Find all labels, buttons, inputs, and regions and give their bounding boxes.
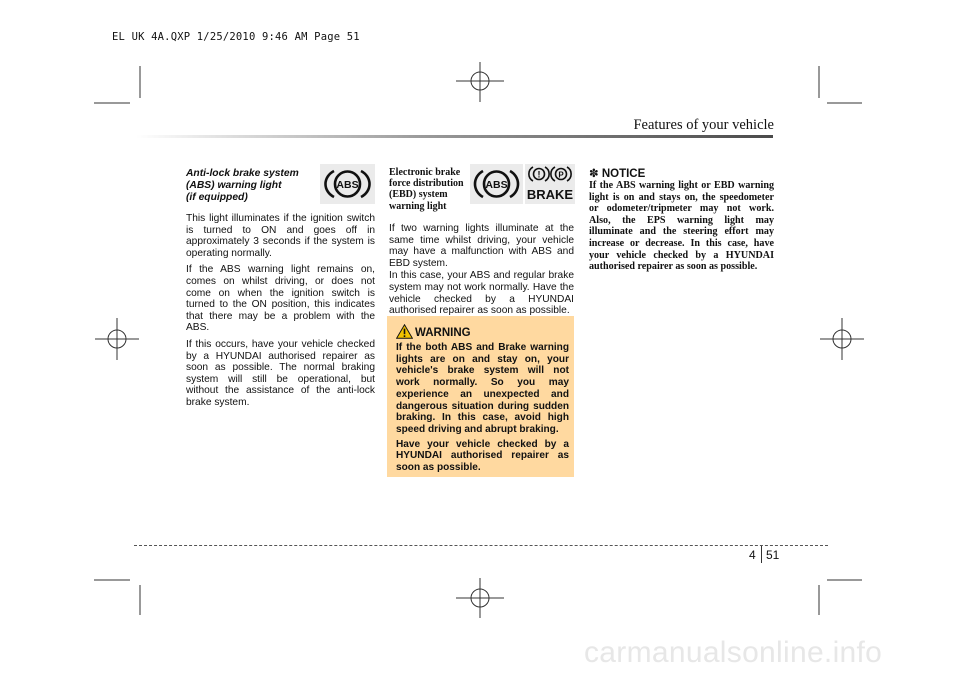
parking-brake-icon bbox=[551, 167, 571, 181]
paragraph: If this occurs, have your vehicle checked by a HYUNDAI authorised repairer as soon as possible. The normal braking system will still be operational, but without the assistance of the anti-lock brake system. bbox=[186, 338, 375, 408]
registration-mark-left bbox=[95, 318, 139, 360]
svg-text:!: ! bbox=[537, 169, 541, 180]
abs-warning-light-heading: Anti-lock brake system (ABS) warning light (if equipped) bbox=[186, 168, 299, 203]
notice-body: If the ABS warning light or EBD warning light is on and stays on, the speedometer or odometer/tripmeter may not work. Also, the EPS warning light may illuminate and the steering effort may increase or decrease. In this case, have your vehicle checked by a HYUNDAI authorised repairer as soon as possible. bbox=[589, 180, 774, 273]
registration-mark-right bbox=[820, 318, 864, 360]
header-rule bbox=[136, 135, 773, 138]
registration-mark-bottom bbox=[456, 578, 504, 618]
warning-title: WARNING bbox=[415, 327, 471, 339]
svg-text:P: P bbox=[558, 170, 564, 180]
ebd-abs-icon-tile bbox=[470, 164, 523, 204]
paragraph: In this case, your ABS and regular brake system may not work normally. Have the vehicle checked by a HYUNDAI authorised repairer as soon as possible. bbox=[389, 270, 574, 317]
ebd-warning-light-heading: Electronic brake force distribution (EBD) system warning light bbox=[389, 167, 464, 212]
footer-dashed-rule bbox=[134, 545, 828, 546]
abs-icon-label: ABS bbox=[485, 179, 508, 191]
paragraph: If the ABS warning light remains on, comes on whilst driving, or does not come on when the ignition switch is turned to the ON position, this indicates that there may be a problem with the ABS. bbox=[186, 264, 375, 334]
notice-title: ✽ NOTICE bbox=[589, 168, 646, 180]
abs-description bbox=[186, 213, 375, 414]
registration-mark-top bbox=[456, 62, 504, 102]
abs-warning-icon bbox=[320, 164, 375, 204]
paragraph: Have your vehicle checked by a HYUNDAI authorised repairer as soon as possible. bbox=[396, 438, 569, 474]
ebd-description bbox=[389, 223, 574, 322]
brake-icon-label: BRAKE bbox=[526, 187, 574, 202]
paragraph: This light illuminates if the ignition switch is turned to ON and goes off in approximately 3 seconds if the system is operating normally. bbox=[186, 213, 375, 259]
abs-warning-icon bbox=[470, 164, 523, 204]
brake-icon-tile bbox=[525, 164, 575, 204]
warning-text bbox=[396, 342, 569, 477]
abs-icon-label: ABS bbox=[336, 179, 359, 191]
chapter-number: 4 bbox=[749, 548, 756, 562]
warning-box bbox=[387, 316, 574, 477]
page-number-divider bbox=[761, 546, 762, 563]
section-title: Features of your vehicle bbox=[633, 117, 774, 133]
page-number: 51 bbox=[766, 548, 780, 562]
abs-icon-tile bbox=[320, 164, 375, 204]
watermark: carmanualsonline.info bbox=[584, 636, 883, 669]
warning-triangle-icon bbox=[396, 324, 413, 339]
brake-warning-icon bbox=[525, 164, 575, 204]
brake-exclamation-icon bbox=[529, 167, 549, 181]
paragraph: If two warning lights illuminate at the same time whilst driving, your vehicle may have a malfunction with ABS and EBD system. bbox=[389, 223, 574, 269]
paragraph: If the both ABS and Brake warning lights are on and stay on, your vehicle's brake system will not work normally. So you may experience an unexpected and dangerous situation during sudden braking. In this case, avoid high speed driving and abrupt braking. bbox=[396, 342, 569, 435]
print-slug: EL UK 4A.QXP 1/25/2010 9:46 AM Page 51 bbox=[112, 31, 360, 43]
